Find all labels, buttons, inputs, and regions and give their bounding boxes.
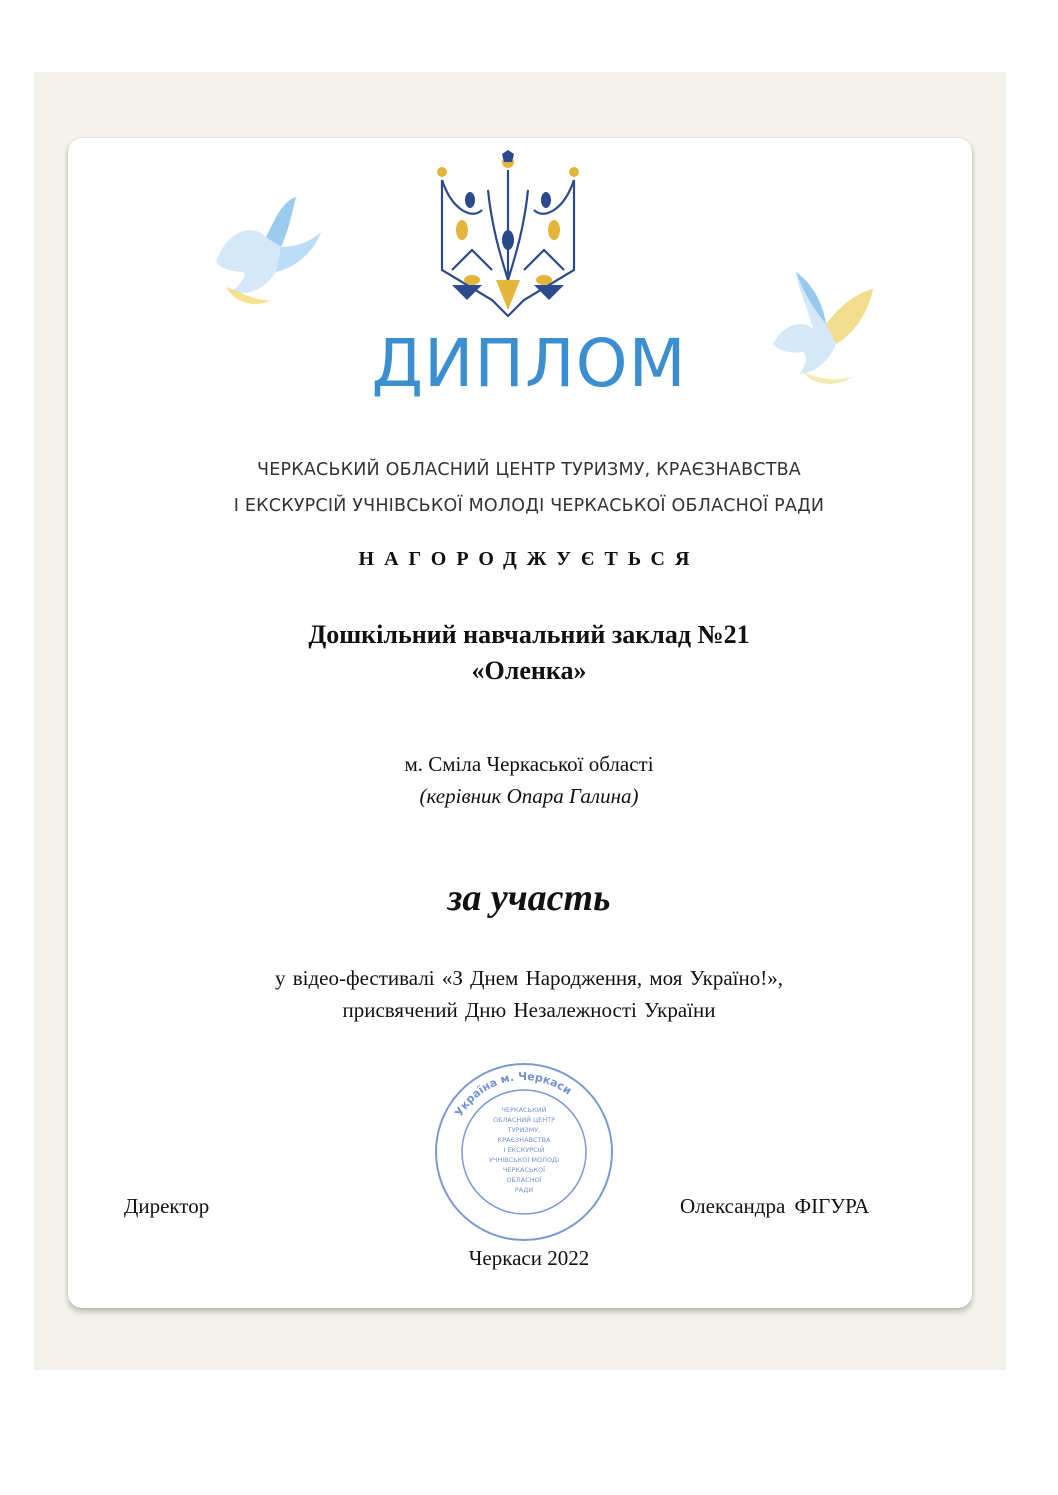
svg-text:ОБЛАСНИЙ ЦЕНТР: ОБЛАСНИЙ ЦЕНТР (492, 1116, 556, 1124)
director-label: Директор (124, 1194, 210, 1218)
svg-text:І ЕКСКУРСІЙ: І ЕКСКУРСІЙ (503, 1146, 545, 1154)
svg-text:КРАЄЗНАВСТВА: КРАЄЗНАВСТВА (497, 1136, 551, 1144)
institution-name: Дошкільний навчальний заклад №21 (308, 620, 750, 649)
organization-line-1: ЧЕРКАСЬКИЙ ОБЛАСНИЙ ЦЕНТР ТУРИЗМУ, КРАЄЗНАВСТВА (257, 460, 801, 480)
svg-text:ОБЛАСНОЇ: ОБЛАСНОЇ (506, 1176, 542, 1184)
festival-line-1: у відео-фестивалі «З Днем Народження, моя Україно!», (274, 966, 783, 990)
head-line: (керівник Опара Галина) (419, 784, 639, 808)
svg-text:УЧНІВСЬКОЇ МОЛОДІ: УЧНІВСЬКОЇ МОЛОДІ (488, 1156, 560, 1164)
svg-text:ЧЕРКАСЬКОЇ: ЧЕРКАСЬКОЇ (502, 1166, 546, 1174)
svg-text:Україна м. Черкаси: Україна м. Черкаси (452, 1069, 575, 1119)
diploma-title: ДИПЛОМ (371, 325, 687, 402)
director-name: Олександра ФІГУРА (680, 1194, 870, 1218)
svg-text:ЧЕРКАСЬКИЙ: ЧЕРКАСЬКИЙ (501, 1106, 547, 1114)
svg-text:ТУРИЗМУ,: ТУРИЗМУ, (507, 1126, 541, 1134)
svg-text:РАДИ: РАДИ (514, 1186, 534, 1194)
institution-nickname: «Оленка» (471, 656, 587, 685)
city-line: м. Сміла Черкаської області (404, 752, 654, 776)
dove-left-icon (196, 192, 326, 312)
festival-line-2: присвячений Дню Незалежності України (342, 998, 716, 1022)
organization-line-2: І ЕКСКУРСІЙ УЧНІВСЬКОЇ МОЛОДІ ЧЕРКАСЬКОЇ ОБЛАСНОЇ РАДИ (233, 496, 825, 516)
awarded-heading: НАГОРОДЖУЄТЬСЯ (358, 548, 700, 570)
trident-emblem-icon (432, 150, 584, 318)
official-stamp (432, 1060, 616, 1244)
for-participation: за участь (447, 877, 611, 919)
place-year: Черкаси 2022 (468, 1246, 590, 1270)
